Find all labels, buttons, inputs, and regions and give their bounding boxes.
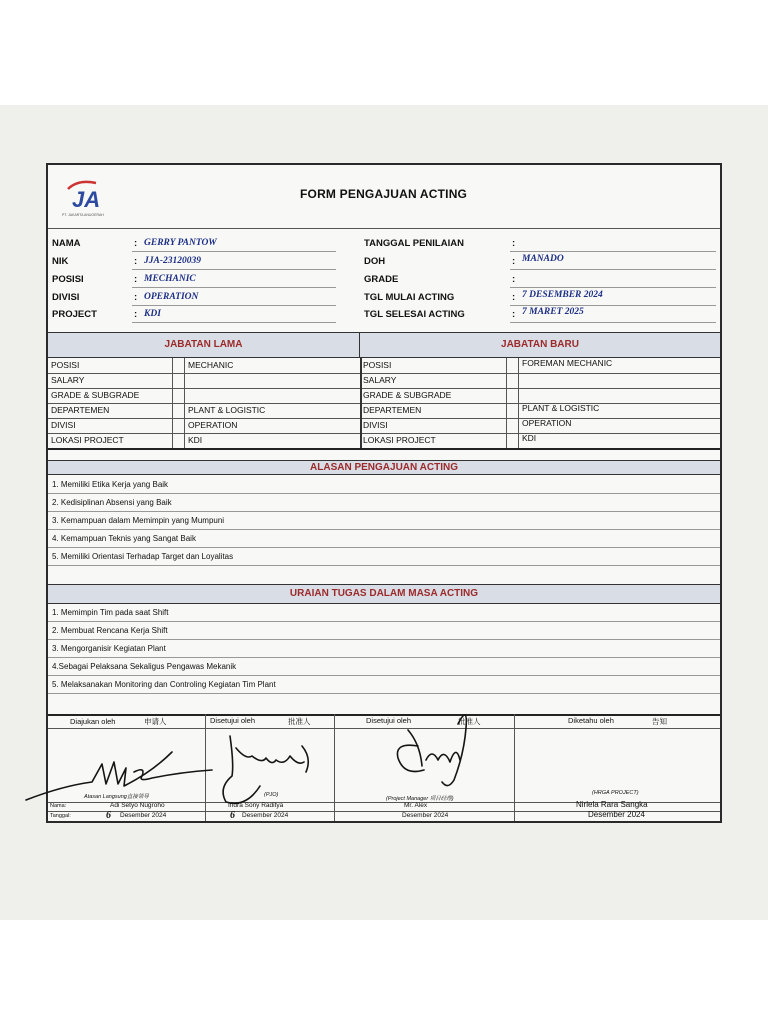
- approval-head: Disetujui oleh: [366, 716, 412, 725]
- approval-head: Diajukan oleh: [70, 717, 116, 726]
- approval-role: (PJO): [264, 792, 279, 798]
- approver-name: Mr. Alex: [404, 802, 428, 809]
- grade-label: GRADE: [364, 274, 399, 285]
- lama-row-label: SALARY: [51, 375, 85, 385]
- uraian-item: 4.Sebagai Pelaksana Sekaligus Pengawas Mekanik: [52, 662, 237, 671]
- alasan-item: 5. Memiliki Orientasi Terhadap Target dan Loyalitas: [52, 552, 234, 561]
- project-value: KDI: [144, 309, 161, 319]
- jabatan-table: [48, 358, 720, 448]
- doh-value: MANADO: [522, 254, 564, 264]
- lama-row-value: OPERATION: [188, 420, 238, 430]
- acting-form: JA PT. JAKARTA ANUGERAH FORM PENGAJUAN ACTING NAMA : GERRY PANTOW NIK : JJA-23120039 POSISI : MECHANIC DIVISI : OPERATION PROJECT : KDI TANGGAL PENILAIAN : DOH : MANADO GRADE : TGL MULAI ACTING : 7 DESEMBER 2024 TGL SELESAI ACTING : 7 MARET 2025 JABATAN LAMA JABATAN BARU POSISI MECHANIC POSISI FOREMAN MECHANIC SALARY SALARY GRADE & SUBGRADE GRADE & SUBGRADE DEPARTEMEN PLANT & LOGISTIC DEPARTEMEN PLANT & LOGISTIC DIVISI OPERATION DIVISI OPERATION LOKASI PROJECT KDI LOKASI PROJECT KDI ALASAN PENGAJUAN ACTING 1. Memiliki Etika Kerja yang Baik 2. Kedisiplinan Absensi yang Baik 3. Kemampuan dalam Memimpin yang Mumpuni 4. Kemampuan Teknis yang Sangat Baik 5. Memiliki Orientasi Terhadap Target dan Loyalitas URAIAN TUGAS DALAM MASA ACTING 1. Memimpin Tim pada saat Shift 2. Membuat Rencana Kerja Shift 3. Mengorganisir Kegiatan Plant 4.Sebagai Pelaksana Sekaligus Pengawas Mekanik 5. Melaksanakan Monitoring dan Controling Kegiatan Tim Plant Diajukan oleh 申请人 Disetujui oleh 批准人 Disetujui oleh 批准人 Diketahu oleh 告知 Atasan Langsung直接领导 (PJO) (Project Manager 项目经理) (HRGA PROJECT) Nama: Adi Setyo Nugroho Indra Sony Raditya Mr. Alex Nirlela Rara Sangka Tanggal: 6 Desember 2024 6 Desember 2024 Desember 2024 Desember 2024: [46, 163, 722, 823]
- nik-value: JJA-23120039: [144, 256, 201, 266]
- nama-row-label: Nama:: [50, 803, 67, 809]
- posisi-value: MECHANIC: [144, 274, 196, 284]
- uraian-header: URAIAN TUGAS DALAM MASA ACTING: [48, 584, 720, 604]
- tanggal-penilaian-label: TANGGAL PENILAIAN: [364, 238, 464, 249]
- logo-mark-icon: [62, 175, 118, 213]
- approval-role: (HRGA PROJECT): [592, 790, 639, 796]
- nama-label: NAMA: [52, 238, 81, 249]
- approval-head: Diketahu oleh: [568, 716, 614, 725]
- tgl-selesai-value: 7 MARET 2025: [522, 307, 584, 317]
- approval-day: 6: [106, 810, 111, 821]
- logo-company-text: PT. JAKARTA ANUGERAH: [62, 213, 104, 217]
- tgl-selesai-label: TGL SELESAI ACTING: [364, 309, 465, 320]
- baru-row-value: OPERATION: [522, 418, 572, 428]
- approval-day: 6: [230, 810, 235, 821]
- signature-3: [378, 684, 498, 794]
- approval-head-cn: 批准人: [288, 717, 311, 726]
- approver-name: Indra Sony Raditya: [228, 802, 284, 809]
- approval-head-cn: 告知: [652, 717, 667, 726]
- tanggal-row-label: Tanggal:: [50, 813, 71, 819]
- baru-row-label: LOKASI PROJECT: [363, 435, 436, 445]
- baru-row-label: SALARY: [363, 375, 397, 385]
- alasan-item: 1. Memiliki Etika Kerja yang Baik: [52, 480, 169, 489]
- nik-label: NIK: [52, 256, 69, 267]
- approval-role: Atasan Langsung直接领导: [84, 794, 149, 800]
- baru-row-value: KDI: [522, 433, 537, 443]
- lama-row-label: GRADE & SUBGRADE: [51, 390, 140, 400]
- uraian-item: 1. Memimpin Tim pada saat Shift: [52, 608, 169, 617]
- lama-row-label: POSISI: [51, 360, 80, 370]
- doh-label: DOH: [364, 256, 386, 267]
- approval-month: Desember 2024: [588, 810, 645, 819]
- approval-head-cn: 批准人: [458, 717, 481, 726]
- jabatan-lama-header: JABATAN LAMA: [48, 332, 360, 358]
- alasan-item: 2. Kedisiplinan Absensi yang Baik: [52, 498, 172, 507]
- uraian-item: 5. Melaksanakan Monitoring dan Controling Kegiatan Tim Plant: [52, 680, 276, 689]
- baru-row-value: PLANT & LOGISTIC: [522, 403, 600, 413]
- baru-row-label: DEPARTEMEN: [363, 405, 422, 415]
- baru-row-label: POSISI: [363, 360, 392, 370]
- baru-row-value: FOREMAN MECHANIC: [522, 358, 613, 368]
- lama-row-value: MECHANIC: [188, 360, 234, 370]
- divisi-value: OPERATION: [144, 292, 199, 302]
- svg-text:JA: JA: [72, 187, 101, 212]
- approval-head: Disetujui oleh: [210, 716, 256, 725]
- baru-row-label: DIVISI: [363, 420, 388, 430]
- tgl-mulai-value: 7 DESEMBER 2024: [522, 290, 603, 300]
- form-title: FORM PENGAJUAN ACTING: [300, 187, 468, 201]
- jabatan-baru-header: JABATAN BARU: [360, 332, 720, 358]
- lama-row-label: DEPARTEMEN: [51, 405, 110, 415]
- tgl-mulai-label: TGL MULAI ACTING: [364, 292, 455, 303]
- approval-table: [48, 714, 720, 821]
- approval-role: (Project Manager 项目经理): [386, 796, 454, 802]
- approver-name: Adi Setyo Nugroho: [110, 802, 165, 809]
- company-logo: [62, 175, 118, 219]
- uraian-item: 3. Mengorganisir Kegiatan Plant: [52, 644, 166, 653]
- posisi-label: POSISI: [52, 274, 84, 285]
- lama-row-value: PLANT & LOGISTIC: [188, 405, 266, 415]
- alasan-item: 4. Kemampuan Teknis yang Sangat Baik: [52, 534, 196, 543]
- project-label: PROJECT: [52, 309, 97, 320]
- approval-month: Desember 2024: [402, 812, 449, 819]
- alasan-item: 3. Kemampuan dalam Memimpin yang Mumpuni: [52, 516, 225, 525]
- alasan-list: [48, 475, 720, 585]
- approval-head-cn: 申请人: [144, 717, 167, 726]
- divisi-label: DIVISI: [52, 292, 80, 303]
- alasan-header: ALASAN PENGAJUAN ACTING: [48, 460, 720, 475]
- approver-name: Nirlela Rara Sangka: [576, 800, 648, 809]
- lama-row-label: DIVISI: [51, 420, 76, 430]
- lama-row-value: KDI: [188, 435, 203, 445]
- approval-month: Desember 2024: [242, 812, 289, 819]
- uraian-item: 2. Membuat Rencana Kerja Shift: [52, 626, 168, 635]
- lama-row-label: LOKASI PROJECT: [51, 435, 124, 445]
- baru-row-label: GRADE & SUBGRADE: [363, 390, 452, 400]
- approval-month: Desember 2024: [120, 812, 167, 819]
- nama-value: GERRY PANTOW: [144, 238, 217, 248]
